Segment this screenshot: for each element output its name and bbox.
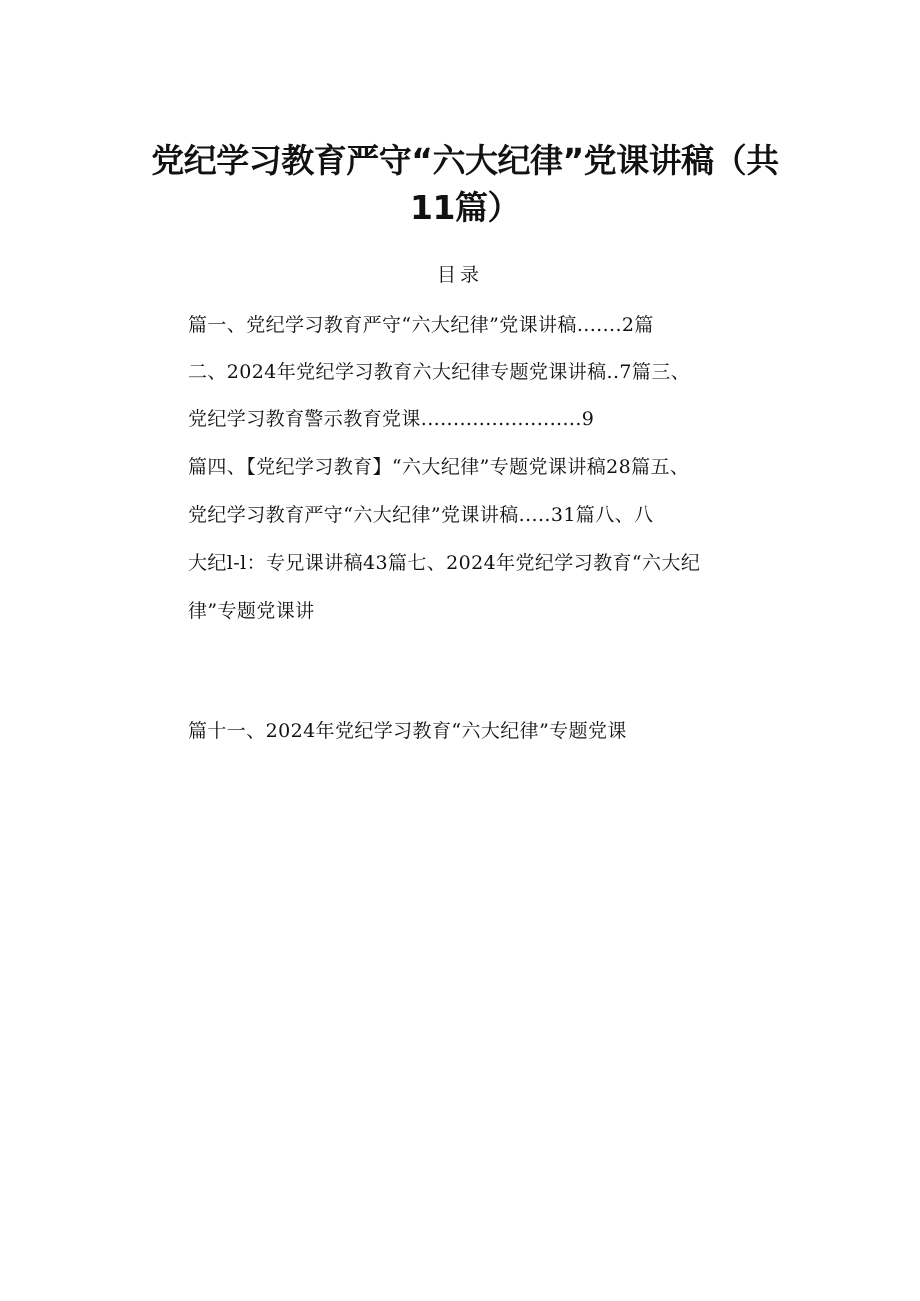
toc-line: 党纪学习教育警示教育党课.........................9 <box>188 408 595 430</box>
toc-heading: 目录 <box>436 264 483 286</box>
toc-line: 大纪l-l：专兄课讲稿43篇七、2024年党纪学习教育“六大纪 <box>188 552 701 574</box>
toc-line: 党纪学习教育严守“六大纪律”党课讲稿.....31篇八、八 <box>188 504 654 526</box>
toc-line: 篇一、党纪学习教育严守“六大纪律”党课讲稿.......2篇 <box>188 314 654 336</box>
toc-line: 二、2024年党纪学习教育六大纪律专题党课讲稿..7篇三、 <box>188 361 691 383</box>
document-title-line-2: 11篇） <box>410 188 520 227</box>
toc-line: 篇四、【党纪学习教育】“六大纪律”专题党课讲稿28篇五、 <box>188 456 690 478</box>
document-title-line-1: 党纪学习教育严守“六大纪律”党课讲稿（共 <box>151 141 779 180</box>
toc-line: 律”专题党课讲 <box>188 600 315 622</box>
toc-extra-line: 篇十一、2024年党纪学习教育“六大纪律”专题党课 <box>188 720 627 742</box>
